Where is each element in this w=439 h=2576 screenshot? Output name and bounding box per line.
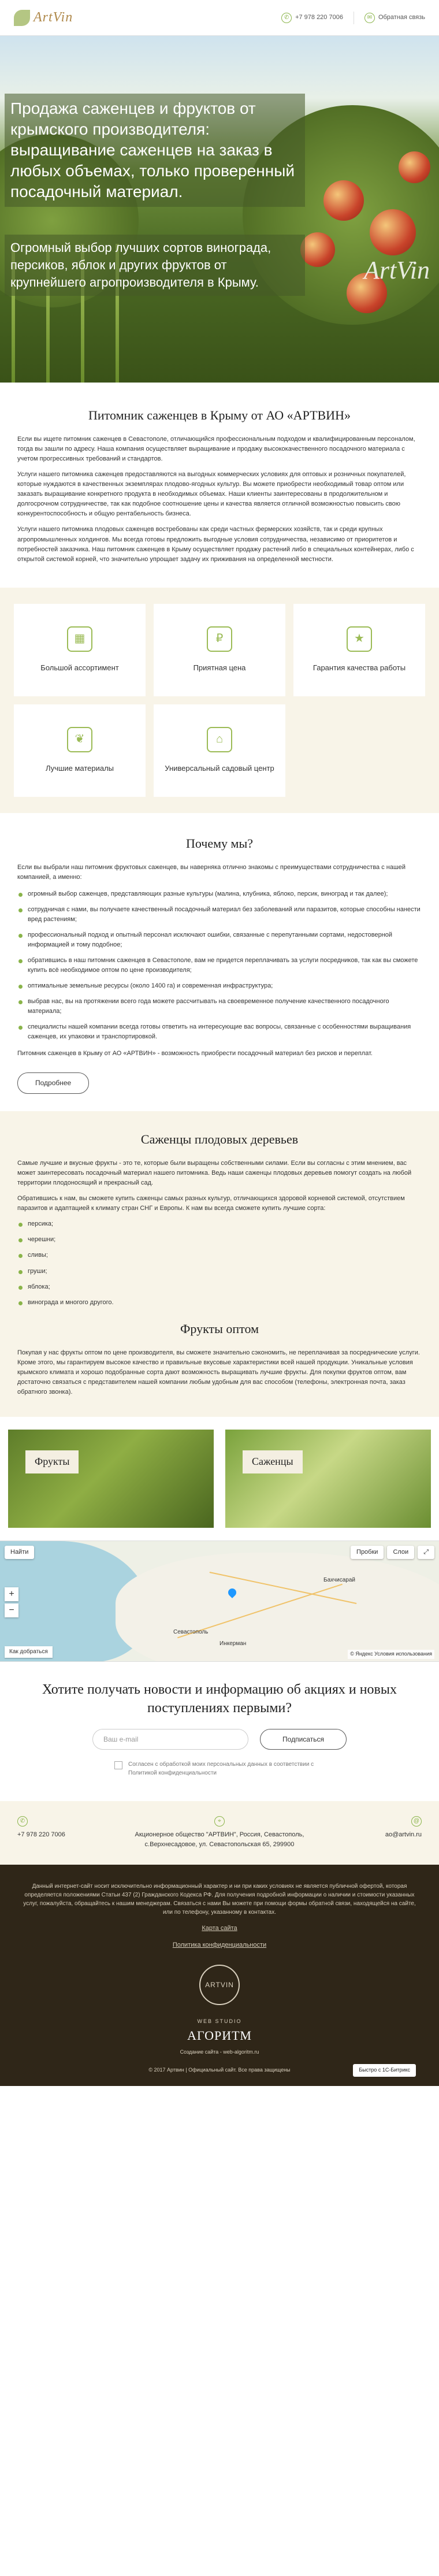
hero-subheadline: Огромный выбор лучших сортов винограда, персиков, яблок и других фруктов от крупнейшего агропроизводителя в Крыму. [5, 235, 305, 296]
map-city-label: Бахчисарай [323, 1576, 355, 1583]
fruit-trees-section [0, 1111, 439, 1417]
footer-phone[interactable] [17, 1816, 123, 1840]
map-fullscreen-icon[interactable]: ⤢ [418, 1546, 434, 1559]
feature-label: Приятная цена [193, 663, 246, 672]
studio-credit: Создание сайта - web-algoritm.ru [180, 2048, 259, 2055]
intro-paragraph: Если вы ищете питомник саженцев в Севастополе, отличающийся профессиональным подходом и квалифицированным персоналом, тогда вы зашли по адресу. Наша компания осуществляет выращивание и продажу высококачественного посадочного материала с учетом прогрессивных требований и стандартов. [17, 436, 415, 463]
mail-icon: @ [411, 1816, 422, 1827]
callback-text: Обратная связь [378, 13, 425, 21]
footer-bottom [23, 2066, 416, 2074]
phone-icon: ✆ [281, 13, 292, 23]
header-contacts [281, 12, 425, 24]
why-outro: Питомник саженцев в Крыму от АО «АРТВИН» - возможность приобрести посадочный материал без рисков и переплат. [17, 1050, 373, 1057]
map-city-label: Инкерман [220, 1640, 247, 1647]
footer-email[interactable] [316, 1816, 422, 1840]
hero-apple [370, 209, 416, 255]
leaf-icon: ❦ [67, 727, 92, 752]
footer-disclaimer: Данный интернет-сайт носит исключительно информационный характер и ни при каких условиях не является публичной офертой, которая определяется положениями Статьи 437 (2) Гражданского Кодекса РФ. Для получения подробной информации о наличии и стоимости указанных услуг, пожалуйста, обращайтесь к нашим менеджерам. Связаться с нами Вы можете при помощи формы обратной связи, находящейся на сайте, или по телефону, указанному в контактах. [23, 1883, 416, 1916]
copyright-text: © 2017 Артвин | Официальный сайт. Все права защищены [148, 2067, 291, 2073]
category-label: Саженцы [243, 1450, 303, 1473]
email-field[interactable]: Ваш e-mail [92, 1729, 248, 1750]
newsletter-section [0, 1662, 439, 1801]
hero-headline: Продажа саженцев и фруктов от крымского производителя: выращивание саженцев на заказ в любых объемах, только проверенный посадочный материал. [5, 94, 305, 207]
list-item: персика; [17, 1219, 422, 1229]
why-title: Почему мы? [185, 836, 254, 851]
location-icon: ⌖ [214, 1816, 225, 1827]
map-layers-button[interactable]: Слои [387, 1546, 414, 1559]
why-list [17, 889, 422, 1042]
studio-logo[interactable] [23, 2018, 416, 2045]
consent-row [23, 1760, 416, 1778]
price-tag-icon: ₽ [207, 626, 232, 652]
feature-card [154, 604, 285, 696]
phone-icon: ✆ [17, 1816, 28, 1827]
header-phone-text: +7 978 220 7006 [295, 13, 343, 21]
zoom-out-icon[interactable]: − [5, 1603, 18, 1617]
trees-paragraph: Обратившись к нам, вы сможете купить саженцы самых разных культур, отличающихся здоровой корневой системой, отсутствием паразитов и адаптацией к климату стран СНГ и Европы. К нам вы всегда сможете купить лучшие сорта: [17, 1195, 405, 1212]
feature-label: Лучшие материалы [45, 763, 114, 773]
category-fruits[interactable] [8, 1430, 214, 1528]
footer-address [135, 1816, 304, 1850]
hero-text [5, 94, 305, 296]
footer-contacts [0, 1801, 439, 1865]
footer-address-text: Акционерное общество "АРТВИН", Россия, Севастополь, с.Верхнесадовое, ул. Севастопольская 65, 299900 [135, 1831, 304, 1849]
map-copyright: © Яндекс Условия использования [348, 1650, 434, 1659]
header-phone[interactable] [281, 13, 343, 23]
studio-small: WEB STUDIO [197, 2018, 242, 2025]
feature-card [14, 604, 146, 696]
map-find-button[interactable]: Найти [5, 1546, 34, 1559]
callback-link[interactable] [364, 13, 425, 23]
site-header [0, 0, 439, 36]
privacy-link[interactable]: Политика конфиденциальности [172, 1941, 267, 1948]
feature-card [154, 704, 285, 797]
consent-text: Согласен с обработкой моих персональных данных в соответствии с Политикой конфиденциальности [128, 1761, 314, 1777]
intro-paragraph: Услуги нашего питомника саженцев предоставляются на выгодных коммерческих условиях для оптовых и розничных покупателей, которые нуждаются в качественных экземплярах плодово-ягодных культур. Вы можете приобрести необходимый товар оптом или заказать выращивание конкретного продукта в необходимых объемах. Наши клиенты заинтересованы в продолжительном и долгосрочном сотрудничестве, так как подобное соотношение цены и качества является отличной возможностью повысить свою конкурентоспособность и общую рентабельность бизнеса. [17, 471, 406, 518]
list-item: груши; [17, 1267, 422, 1276]
sitemap-link[interactable]: Карта сайта [202, 1925, 237, 1932]
category-label: Фрукты [25, 1450, 79, 1473]
more-button[interactable]: Подробнее [17, 1072, 89, 1094]
list-item: специалисты нашей компании всегда готовы ответить на интересующие вас вопросы, связанные с особенностями выращивания саженцев, их упаковки и транспортировкой. [17, 1022, 422, 1042]
map-route-link[interactable]: Как добраться [5, 1646, 53, 1658]
hero-apple [300, 232, 335, 267]
consent-checkbox[interactable] [114, 1761, 122, 1769]
intro-section [0, 383, 439, 588]
garden-icon: ⌂ [207, 727, 232, 752]
feature-card [14, 704, 146, 797]
wholesale-title: Фрукты оптом [180, 1321, 259, 1336]
wholesale-paragraph: Покупая у нас фрукты оптом по цене производителя, вы сможете значительно сэкономить, не переплачивая за посреднические услуги. Кроме этого, мы гарантируем высокое качество и правильные вкусовые характеристики всей нашей продукции. Уникальные условия крымского климата и хорошо подобранные сорта дают возможность выращивать лучшие фрукты. Для покупки фруктов оптом, вам достаточно связаться с представителем нашей компании любым удобным для вас способом (телефоны, электронная почта, заказ обратного звонка). [17, 1349, 420, 1395]
logo-text: ArtVin [34, 9, 73, 25]
list-item: сотрудничая с нами, вы получаете качественный посадочный материал без заболеваний или паразитов, которые способны нанести вред растениям; [17, 905, 422, 925]
intro-paragraph: Услуги нашего питомника плодовых саженцев востребованы как среди частных фермерских хозяйств, так и среди крупных агропромышленных холдингов. Мы всегда готовы предложить выгодные условия сотрудничества, независимо от приоритетов и потребностей заказчика. Наш питомник саженцев в Крыму осуществляет продажу растений либо в специальных контейнерах, либо с открытой системой корней, что значительно упрощает задачу их приживания на определенной местности. [17, 526, 414, 563]
feature-card [293, 604, 425, 696]
location-map[interactable] [0, 1541, 439, 1662]
site-logo[interactable] [14, 7, 73, 28]
list-item: выбрав нас, вы на протяжении всего года можете рассчитывать на своевременное получение качественного посадочного материала; [17, 997, 422, 1016]
list-item: винограда и многого другого. [17, 1298, 422, 1308]
newsletter-form [23, 1729, 416, 1750]
list-item: черешни; [17, 1235, 422, 1245]
feature-label: Гарантия качества работы [312, 663, 406, 672]
subscribe-button[interactable]: Подписаться [260, 1729, 347, 1750]
list-item: огромный выбор саженцев, представляющих разные культуры (малина, клубника, яблоко, персик, виноград и так далее); [17, 889, 422, 899]
footer-logo: ARTVIN [199, 1965, 240, 2005]
map-toolbar [5, 1546, 434, 1559]
map-city-label: Севастополь [173, 1628, 209, 1635]
studio-big: АГОРИТМ [187, 2028, 252, 2043]
footer-email-text: ao@artvin.ru [385, 1831, 422, 1838]
list-item: оптимальные земельные ресурсы (около 1400 га) и современная инфраструктура; [17, 981, 422, 991]
feature-label: Большой ассортимент [40, 663, 119, 672]
list-item: обратившись в наш питомник саженцев в Севастополе, вам не придется переплачивать за услуги посредников, так как вы сможете купить всё необходимое оптом по цене производителя; [17, 956, 422, 975]
map-land [116, 1553, 439, 1662]
category-seedlings[interactable] [225, 1430, 431, 1528]
zoom-in-icon[interactable]: + [5, 1587, 18, 1601]
hero-apple [399, 151, 430, 183]
trees-title: Саженцы плодовых деревьев [140, 1132, 299, 1147]
hero-watermark: ArtVin [363, 256, 430, 284]
intro-title: Питомник саженцев в Крыму от АО «АРТВИН» [88, 408, 351, 422]
why-us-section [0, 813, 439, 1111]
quality-icon: ★ [347, 626, 372, 652]
why-lead: Если вы выбрали наш питомник фруктовых саженцев, вы наверняка отлично знакомы с преимуществами сотрудничества с нашей компанией, а именно: [17, 863, 406, 881]
hero-banner [0, 36, 439, 383]
varieties-list [17, 1219, 422, 1307]
bitrix-badge[interactable]: Быстро с 1С-Битрикс [353, 2064, 416, 2077]
list-item: яблока; [17, 1282, 422, 1292]
chat-icon: ✉ [364, 13, 375, 23]
map-controls [351, 1546, 434, 1559]
site-footer [0, 1865, 439, 2086]
logo-leaf-icon [14, 10, 30, 26]
list-item: сливы; [17, 1250, 422, 1260]
feature-label: Универсальный садовый центр [165, 763, 274, 773]
category-tiles [0, 1417, 439, 1541]
trees-paragraph: Самые лучшие и вкусные фрукты - это те, которые были выращены собственными силами. Если вы согласны с этим мнением, вас может заинтересовать посадочный материал нашего питомника. Ведь наши саженцы плодовых деревьев помогут создать на любой территории плодоносящий и прекрасный сад. [17, 1160, 412, 1187]
map-zoom [5, 1587, 18, 1617]
grid-icon: ▦ [67, 626, 92, 652]
newsletter-title: Хотите получать новости и информацию об акциях и новых поступлениях первыми? [42, 1682, 397, 1716]
map-traffic-button[interactable]: Пробки [351, 1546, 384, 1559]
footer-phone-text: +7 978 220 7006 [17, 1831, 65, 1838]
list-item: профессиональный подход и опытный персонал исключают ошибки, связанные с перепутанными сортами, недостоверной информацией и тому подобное; [17, 930, 422, 950]
hero-apple [323, 180, 364, 221]
features-grid [0, 588, 439, 813]
